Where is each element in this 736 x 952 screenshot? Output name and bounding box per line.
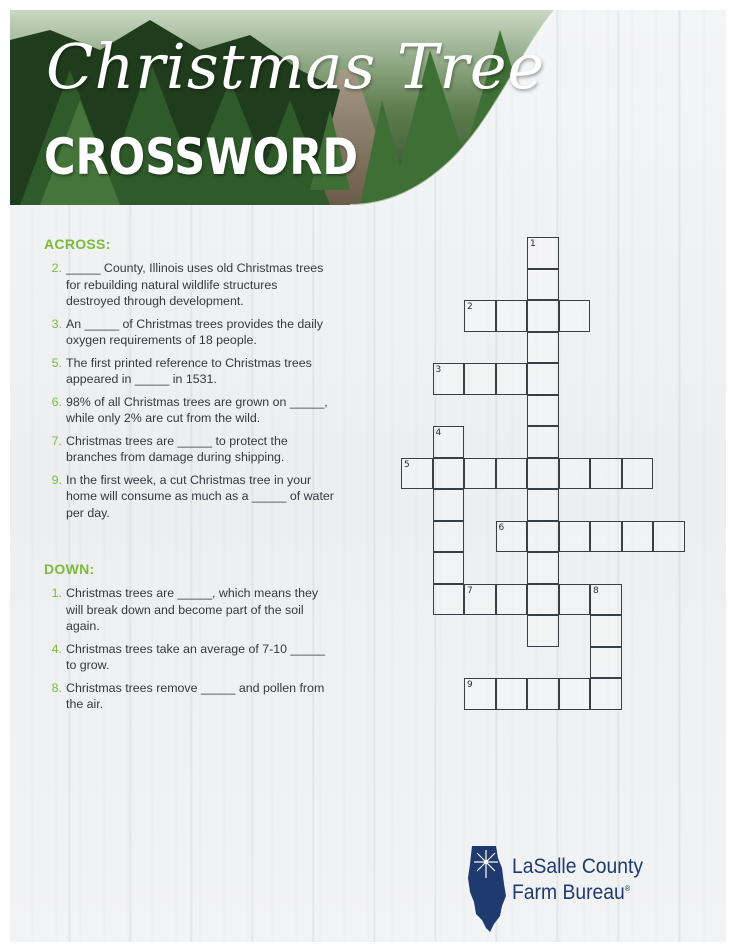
cell-number: 7 xyxy=(467,585,473,596)
cell-number: 9 xyxy=(467,680,473,690)
grid-cell[interactable] xyxy=(527,521,559,553)
clue-text: In the first week, a cut Christmas tree in your home will consume as much as a _____ of water per day. xyxy=(66,472,334,520)
clue-number: 5. xyxy=(51,355,62,370)
clue-text: The first printed reference to Christmas trees appeared in _____ in 1531. xyxy=(66,355,312,386)
grid-cell[interactable] xyxy=(401,458,433,490)
grid-cell[interactable] xyxy=(559,300,591,332)
clue-number: 7. xyxy=(51,433,62,448)
clue-number: 6. xyxy=(51,394,62,409)
grid-cell[interactable] xyxy=(496,458,528,490)
clue-number: 3. xyxy=(51,316,62,331)
grid-cell[interactable] xyxy=(496,521,528,553)
grid-cell[interactable] xyxy=(590,521,622,553)
grid-cell[interactable] xyxy=(433,426,465,458)
clue-text: Christmas trees remove _____ and pollen from the air. xyxy=(66,680,325,711)
clue-text: Christmas trees are _____ to protect the branches from damage during shipping. xyxy=(66,433,288,464)
clue-text: Christmas trees take an average of 7-10 _____ to grow. xyxy=(66,641,325,672)
clue-number: 9. xyxy=(51,472,62,487)
grid-cell[interactable] xyxy=(496,584,528,616)
clue-number: 8. xyxy=(51,680,62,695)
grid-cell[interactable] xyxy=(590,647,622,679)
grid-cell[interactable] xyxy=(559,584,591,616)
grid-cell[interactable] xyxy=(527,363,559,395)
logo-line-1: LaSalle County xyxy=(512,855,644,878)
logo-wordmark xyxy=(512,856,643,904)
cell-number: 8 xyxy=(593,585,599,596)
grid-cell[interactable] xyxy=(464,678,496,710)
clue-text: _____ County, Illinois uses old Christmas trees for rebuilding natural wildlife structures destroyed through development. xyxy=(66,261,324,308)
grid-cell[interactable] xyxy=(559,458,591,490)
clue-number: 4. xyxy=(51,641,62,656)
grid-cell[interactable] xyxy=(559,521,591,553)
crossword-grid xyxy=(10,10,726,942)
clue-number: 2. xyxy=(51,261,62,275)
grid-cell[interactable] xyxy=(527,678,559,710)
grid-cell[interactable] xyxy=(527,489,559,521)
grid-cell[interactable] xyxy=(590,615,622,647)
worksheet-page xyxy=(10,10,726,942)
clue-number: 1. xyxy=(51,586,62,600)
grid-cell[interactable] xyxy=(433,584,465,616)
clue-text: Christmas trees are _____, which means they will break down and become part of the soil again. xyxy=(66,586,319,633)
grid-cell[interactable] xyxy=(527,300,559,332)
grid-cell[interactable] xyxy=(527,552,559,584)
grid-cell[interactable] xyxy=(527,269,559,301)
grid-cell[interactable] xyxy=(496,300,528,332)
registered-mark: ® xyxy=(624,884,631,893)
grid-cell[interactable] xyxy=(464,363,496,395)
cell-number: 1 xyxy=(530,239,536,249)
grid-cell[interactable] xyxy=(433,521,465,553)
farm-bureau-logo xyxy=(466,844,666,934)
grid-cell[interactable] xyxy=(559,678,591,710)
grid-cell[interactable] xyxy=(527,332,559,364)
clue-text: 98% of all Christmas trees are grown on _____, while only 2% are cut from the wild. xyxy=(66,394,328,425)
title-crossword: CROSSWORD xyxy=(44,128,359,186)
grid-cell[interactable] xyxy=(464,458,496,490)
illinois-star-icon xyxy=(466,844,510,934)
grid-cell[interactable] xyxy=(433,363,465,395)
grid-cell[interactable] xyxy=(433,552,465,584)
down-heading: DOWN: xyxy=(44,561,95,577)
cell-number: 5 xyxy=(404,459,410,470)
grid-cell[interactable] xyxy=(433,489,465,521)
title-script: Christmas Tree xyxy=(46,30,546,103)
grid-cell[interactable] xyxy=(496,363,528,395)
grid-cell[interactable] xyxy=(527,237,559,269)
cell-number: 4 xyxy=(435,428,442,438)
clue-text: An _____ of Christmas trees provides the daily oxygen requirements of 18 people. xyxy=(66,316,323,347)
grid-cell[interactable] xyxy=(464,584,496,616)
grid-cell[interactable] xyxy=(527,426,559,458)
grid-cell[interactable] xyxy=(527,458,559,490)
grid-cell[interactable] xyxy=(527,615,559,647)
grid-cell[interactable] xyxy=(496,678,528,710)
cell-number: 2 xyxy=(467,302,473,312)
grid-cell[interactable] xyxy=(653,521,685,553)
cell-number: 6 xyxy=(498,522,505,533)
grid-cell[interactable] xyxy=(622,521,654,553)
across-heading: ACROSS: xyxy=(44,236,111,252)
grid-cell[interactable] xyxy=(622,458,654,490)
logo-line-2: Farm Bureau xyxy=(512,881,625,904)
grid-cell[interactable] xyxy=(527,584,559,616)
grid-cell[interactable] xyxy=(464,300,496,332)
cell-number: 3 xyxy=(435,365,442,375)
grid-cell[interactable] xyxy=(527,395,559,427)
grid-cell[interactable] xyxy=(433,458,465,490)
grid-cell[interactable] xyxy=(590,458,622,490)
grid-cell[interactable] xyxy=(590,678,622,710)
grid-cell[interactable] xyxy=(590,584,622,616)
